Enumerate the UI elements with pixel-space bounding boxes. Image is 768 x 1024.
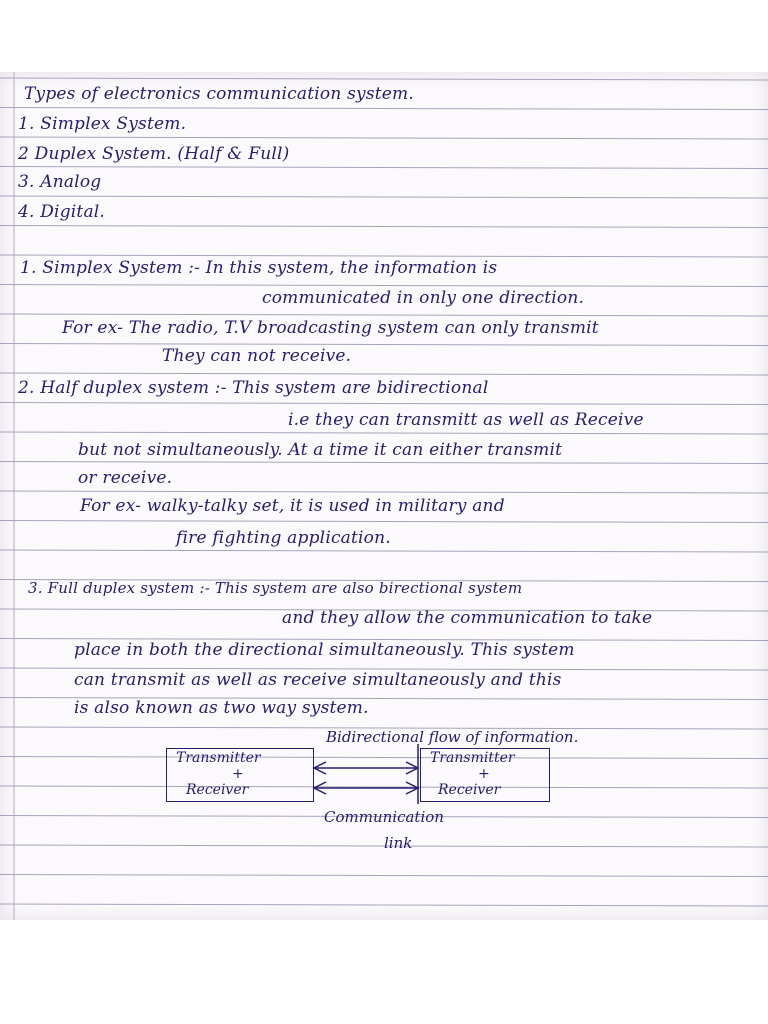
full-duplex-line-5: is also known as two way system.: [74, 698, 369, 718]
full-duplex-diagram: [0, 72, 768, 920]
type-item-2: 2 Duplex System. (Half & Full): [18, 144, 290, 164]
diagram-caption-top: Bidirectional flow of information.: [326, 728, 579, 746]
type-item-1: 1. Simplex System.: [18, 114, 187, 134]
link-arrows: [0, 72, 768, 920]
full-duplex-line-4: can transmit as well as receive simultaneously and this: [74, 670, 562, 690]
simplex-line-3: For ex- The radio, T.V broadcasting system can only transmit: [62, 318, 599, 338]
simplex-line-2: communicated in only one direction.: [262, 288, 585, 308]
diagram-caption-bottom-2: link: [384, 834, 413, 852]
half-duplex-line-3: but not simultaneously. At a time it can either transmit: [78, 440, 563, 460]
heading: Types of electronics communication system.: [24, 84, 414, 104]
half-duplex-line-4: or receive.: [78, 468, 173, 488]
diagram-caption-bottom-1: Communication: [324, 808, 444, 826]
left-terminal-top: Transmitter: [176, 750, 261, 766]
half-duplex-line-6: fire fighting application.: [176, 528, 391, 548]
full-duplex-line-3: place in both the directional simultaneously. This system: [74, 640, 575, 660]
full-duplex-line-2: and they allow the communication to take: [282, 608, 653, 628]
type-item-4: 4. Digital.: [18, 202, 106, 222]
simplex-line-1: 1. Simplex System :- In this system, the information is: [20, 258, 498, 278]
type-item-3: 3. Analog: [18, 172, 102, 192]
full-duplex-line-1: 3. Full duplex system :- This system are also birectional system: [28, 579, 523, 597]
half-duplex-line-2: i.e they can transmitt as well as Receive: [288, 410, 644, 430]
right-terminal-top: Transmitter: [430, 750, 515, 766]
half-duplex-line-5: For ex- walky-talky set, it is used in military and: [80, 496, 505, 516]
right-terminal-bottom: Receiver: [438, 782, 501, 798]
simplex-line-4: They can not receive.: [162, 346, 352, 366]
notebook-page: [0, 72, 768, 920]
left-terminal-plus: +: [232, 766, 244, 782]
half-duplex-line-1: 2. Half duplex system :- This system are bidirectional: [18, 378, 489, 398]
left-terminal-bottom: Receiver: [186, 782, 249, 798]
right-terminal-plus: +: [478, 766, 490, 782]
